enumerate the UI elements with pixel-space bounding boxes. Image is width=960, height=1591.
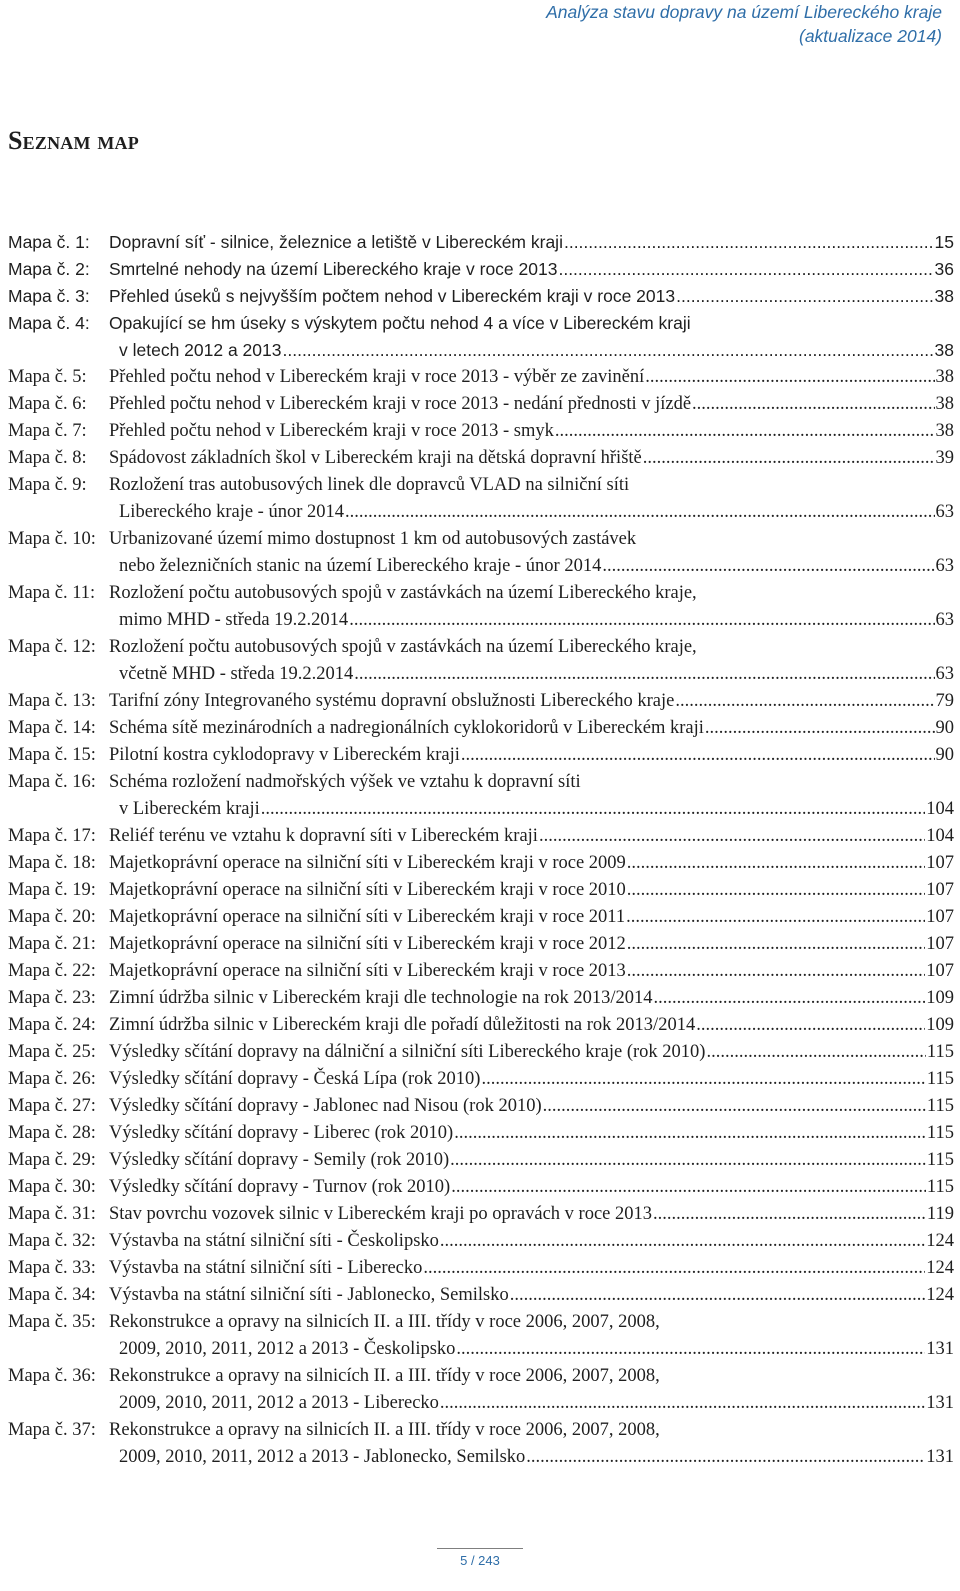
map-page-number: 115: [926, 1177, 954, 1197]
map-list-item[interactable]: [8, 310, 954, 364]
map-list-item[interactable]: [8, 1255, 954, 1282]
map-page-number: 38: [934, 286, 954, 306]
map-list-item[interactable]: [8, 472, 954, 526]
map-page-number: 104: [926, 826, 954, 846]
dot-leader: [423, 1255, 925, 1282]
map-page-number: 90: [935, 745, 954, 765]
dot-leader: [558, 256, 933, 283]
map-page-number: 115: [926, 1042, 954, 1062]
dot-leader: [627, 931, 925, 958]
map-label: Mapa č. 36:: [8, 1366, 96, 1386]
dot-leader: [440, 1390, 925, 1417]
dot-leader: [705, 715, 935, 742]
dot-leader: [450, 1147, 926, 1174]
map-label: Mapa č. 6:: [8, 394, 87, 414]
dot-leader: [261, 796, 926, 823]
page-number: 5 / 243: [460, 1553, 500, 1568]
map-page-number: 36: [934, 259, 954, 279]
map-title: Majetkoprávní operace na silniční síti v Libereckém kraji v roce 2010: [109, 880, 626, 900]
map-title: nebo železničních stanic na území Libereckého kraje - únor 2014: [119, 556, 602, 576]
map-list-item[interactable]: [8, 715, 954, 742]
map-label: Mapa č. 8:: [8, 448, 87, 468]
map-list-item[interactable]: [8, 688, 954, 715]
map-list-item[interactable]: [8, 1228, 954, 1255]
map-list-item[interactable]: [8, 742, 954, 769]
map-page-number: 38: [935, 367, 954, 387]
map-page-number: 109: [926, 988, 954, 1008]
dot-leader: [349, 607, 934, 634]
map-list-item[interactable]: [8, 1363, 954, 1417]
map-page-number: 15: [934, 232, 954, 252]
dot-leader: [675, 688, 934, 715]
map-list-item[interactable]: [8, 229, 954, 256]
map-list-item[interactable]: [8, 445, 954, 472]
dot-leader: [696, 1012, 925, 1039]
running-header: [342, 0, 942, 48]
map-label: Mapa č. 3:: [8, 286, 90, 306]
map-title: Majetkoprávní operace na silniční síti v Libereckém kraji v roce 2013: [109, 961, 626, 981]
map-page-number: 131: [926, 1339, 954, 1359]
map-label: Mapa č. 13:: [8, 691, 96, 711]
dot-leader: [602, 553, 934, 580]
map-label: Mapa č. 33:: [8, 1258, 96, 1278]
footer-divider: [437, 1548, 523, 1549]
map-title: Výsledky sčítání dopravy - Česká Lípa (rok 2010): [109, 1069, 481, 1089]
dot-leader: [626, 904, 925, 931]
map-title: Výsledky sčítání dopravy - Jablonec nad Nisou (rok 2010): [109, 1096, 542, 1116]
map-page-number: 109: [926, 1015, 954, 1035]
dot-leader: [706, 1039, 925, 1066]
map-title: mimo MHD - středa 19.2.2014: [119, 610, 349, 630]
map-title: Přehled počtu nehod v Libereckém kraji v roce 2013 - nedání přednosti v jízdě: [109, 394, 692, 414]
map-label: Mapa č. 37:: [8, 1420, 96, 1440]
map-list-item[interactable]: [8, 850, 954, 877]
map-title: v Libereckém kraji: [119, 799, 260, 819]
map-list-item[interactable]: [8, 1120, 954, 1147]
map-label: Mapa č. 22:: [8, 961, 96, 981]
map-list-item[interactable]: [8, 1012, 954, 1039]
map-list-item[interactable]: [8, 634, 954, 688]
dot-leader: [539, 823, 925, 850]
map-list-item[interactable]: [8, 391, 954, 418]
dot-leader: [627, 877, 925, 904]
map-list-item[interactable]: [8, 1309, 954, 1363]
map-label: Mapa č. 7:: [8, 421, 87, 441]
dot-leader: [643, 445, 935, 472]
dot-leader: [676, 283, 933, 310]
map-list-item[interactable]: [8, 877, 954, 904]
map-title: 2009, 2010, 2011, 2012 a 2013 - Českolipsko: [119, 1339, 456, 1359]
map-label: Mapa č. 19:: [8, 880, 96, 900]
map-title: včetně MHD - středa 19.2.2014: [119, 664, 354, 684]
header-title: Analýza stavu dopravy na území Libereckého kraje: [546, 2, 942, 22]
map-list-item[interactable]: [8, 1201, 954, 1228]
map-page-number: 131: [926, 1447, 954, 1467]
map-label: Mapa č. 27:: [8, 1096, 96, 1116]
map-page-number: 39: [935, 448, 954, 468]
map-list-item[interactable]: [8, 580, 954, 634]
map-title: 2009, 2010, 2011, 2012 a 2013 - Liberecko: [119, 1393, 439, 1413]
map-page-number: 124: [926, 1285, 954, 1305]
map-title: Výsledky sčítání dopravy - Turnov (rok 2010): [109, 1177, 451, 1197]
map-title: Přehled úseků s nejvyšším počtem nehod v Libereckém kraji v roce 2013: [109, 286, 676, 306]
map-list-item[interactable]: [8, 769, 954, 823]
map-title: Dopravní síť - silnice, železnice a letiště v Libereckém kraji: [109, 232, 563, 252]
map-list-item[interactable]: [8, 1093, 954, 1120]
map-list-item[interactable]: [8, 985, 954, 1012]
map-title: Opakující se hm úseky s výskytem počtu nehod 4 a více v Libereckém kraji: [109, 313, 691, 333]
map-label: Mapa č. 35:: [8, 1312, 96, 1332]
map-title: Majetkoprávní operace na silniční síti v Libereckém kraji v roce 2011: [109, 907, 626, 927]
dot-leader: [526, 1444, 925, 1471]
map-title: Výsledky sčítání dopravy na dálniční a silniční síti Libereckého kraje (rok 2010): [109, 1042, 706, 1062]
map-list-item[interactable]: [8, 1147, 954, 1174]
map-page-number: 90: [935, 718, 954, 738]
map-title: Rozložení počtu autobusových spojů v zastávkách na území Libereckého kraje,: [109, 583, 697, 603]
dot-leader: [454, 1120, 926, 1147]
map-list-item[interactable]: [8, 958, 954, 985]
map-label: Mapa č. 25:: [8, 1042, 96, 1062]
dot-leader: [645, 364, 934, 391]
map-title: Rekonstrukce a opravy na silnicích II. a III. třídy v roce 2006, 2007, 2008,: [109, 1312, 660, 1332]
dot-leader: [440, 1228, 925, 1255]
map-label: Mapa č. 31:: [8, 1204, 96, 1224]
map-page-number: 119: [926, 1204, 954, 1224]
dot-leader: [456, 1336, 925, 1363]
map-list-item[interactable]: [8, 256, 954, 283]
map-page-number: 107: [926, 853, 954, 873]
map-page-number: 79: [935, 691, 954, 711]
map-page-number: 107: [926, 934, 954, 954]
dot-leader: [543, 1093, 926, 1120]
dot-leader: [461, 742, 935, 769]
map-page-number: 131: [926, 1393, 954, 1413]
map-page-number: 38: [934, 340, 954, 360]
map-title: Smrtelné nehody na území Libereckého kraje v roce 2013: [109, 259, 558, 279]
dot-leader: [451, 1174, 926, 1201]
map-label: Mapa č. 12:: [8, 637, 96, 657]
map-title: Spádovost základních škol v Libereckém kraji na dětská dopravní hřiště: [109, 448, 642, 468]
map-label: Mapa č. 34:: [8, 1285, 96, 1305]
map-title: Výstavba na státní silniční síti - Českolipsko: [109, 1231, 439, 1251]
map-page-number: 124: [926, 1258, 954, 1278]
map-label: Mapa č. 23:: [8, 988, 96, 1008]
map-page-number: 124: [926, 1231, 954, 1251]
map-title: Výstavba na státní silniční síti - Liberecko: [109, 1258, 423, 1278]
dot-leader: [283, 337, 934, 364]
map-label: Mapa č. 5:: [8, 367, 87, 387]
map-title: Výsledky sčítání dopravy - Liberec (rok 2010): [109, 1123, 454, 1143]
map-page-number: 63: [935, 610, 954, 630]
map-list-item[interactable]: [8, 931, 954, 958]
map-label: Mapa č. 10:: [8, 529, 96, 549]
map-label: Mapa č. 17:: [8, 826, 96, 846]
map-label: Mapa č. 30:: [8, 1177, 96, 1197]
map-title: v letech 2012 a 2013: [119, 340, 282, 360]
dot-leader: [481, 1066, 925, 1093]
map-label: Mapa č. 21:: [8, 934, 96, 954]
map-label: Mapa č. 29:: [8, 1150, 96, 1170]
map-label: Mapa č. 2:: [8, 259, 90, 279]
dot-leader: [627, 958, 925, 985]
map-title: Pilotní kostra cyklodopravy v Libereckém kraji: [109, 745, 460, 765]
map-label: Mapa č. 15:: [8, 745, 96, 765]
map-label: Mapa č. 28:: [8, 1123, 96, 1143]
map-list-item[interactable]: [8, 364, 954, 391]
map-page-number: 107: [926, 907, 954, 927]
map-title: Schéma sítě mezinárodních a nadregionálních cyklokoridorů v Libereckém kraji: [109, 718, 704, 738]
map-page-number: 115: [926, 1123, 954, 1143]
map-title: Rekonstrukce a opravy na silnicích II. a III. třídy v roce 2006, 2007, 2008,: [109, 1366, 660, 1386]
map-list-item[interactable]: [8, 283, 954, 310]
dot-leader: [345, 499, 935, 526]
page-title: Seznam map: [8, 126, 139, 155]
header-subtitle: (aktualizace 2014): [799, 26, 942, 46]
dot-leader: [510, 1282, 925, 1309]
map-title: Reliéf terénu ve vztahu k dopravní síti v Libereckém kraji: [109, 826, 538, 846]
map-label: Mapa č. 14:: [8, 718, 96, 738]
map-label: Mapa č. 1:: [8, 232, 90, 252]
map-page-number: 115: [926, 1150, 954, 1170]
dot-leader: [564, 229, 934, 256]
dot-leader: [627, 850, 925, 877]
map-title: Schéma rozložení nadmořských výšek ve vztahu k dopravní síti: [109, 772, 581, 792]
map-label: Mapa č. 4:: [8, 313, 90, 333]
map-title: Zimní údržba silnic v Libereckém kraji dle technologie na rok 2013/2014: [109, 988, 653, 1008]
map-title: Libereckého kraje - únor 2014: [119, 502, 344, 522]
map-title: Výsledky sčítání dopravy - Semily (rok 2010): [109, 1150, 450, 1170]
dot-leader: [692, 391, 934, 418]
map-title: Stav povrchu vozovek silnic v Libereckém kraji po opravách v roce 2013: [109, 1204, 653, 1224]
map-title: Urbanizované území mimo dostupnost 1 km od autobusových zastávek: [109, 529, 637, 549]
map-page-number: 107: [926, 880, 954, 900]
map-title: Majetkoprávní operace na silniční síti v Libereckém kraji v roce 2012: [109, 934, 626, 954]
map-page-number: 115: [926, 1069, 954, 1089]
map-page-number: 63: [935, 664, 954, 684]
map-title: Rozložení tras autobusových linek dle dopravců VLAD na silniční síti: [109, 475, 630, 495]
map-list-item[interactable]: [8, 418, 954, 445]
map-title: Rekonstrukce a opravy na silnicích II. a III. třídy v roce 2006, 2007, 2008,: [109, 1420, 660, 1440]
map-title: Tarifní zóny Integrovaného systému dopravní obslužnosti Libereckého kraje: [109, 691, 675, 711]
map-list-item[interactable]: [8, 526, 954, 580]
map-page-number: 104: [926, 799, 954, 819]
dot-leader: [653, 1201, 926, 1228]
map-title: Přehled počtu nehod v Libereckém kraji v roce 2013 - smyk: [109, 421, 554, 441]
map-label: Mapa č. 20:: [8, 907, 96, 927]
map-label: Mapa č. 32:: [8, 1231, 96, 1251]
map-list-item[interactable]: [8, 904, 954, 931]
dot-leader: [354, 661, 934, 688]
map-page-number: 63: [935, 556, 954, 576]
map-label: Mapa č. 26:: [8, 1069, 96, 1089]
map-list-item[interactable]: [8, 823, 954, 850]
map-title: Přehled počtu nehod v Libereckém kraji v roce 2013 - výběr ze zavinění: [109, 367, 645, 387]
map-label: Mapa č. 18:: [8, 853, 96, 873]
map-page-number: 107: [926, 961, 954, 981]
map-page-number: 63: [935, 502, 954, 522]
dot-leader: [555, 418, 935, 445]
map-title: Rozložení počtu autobusových spojů v zastávkách na území Libereckého kraje,: [109, 637, 697, 657]
map-label: Mapa č. 9:: [8, 475, 87, 495]
map-label: Mapa č. 11:: [8, 583, 96, 603]
map-page-number: 38: [935, 394, 954, 414]
map-list-item[interactable]: [8, 1066, 954, 1093]
map-list-item[interactable]: [8, 1174, 954, 1201]
map-title: 2009, 2010, 2011, 2012 a 2013 - Jablonecko, Semilsko: [119, 1447, 526, 1467]
dot-leader: [654, 985, 926, 1012]
map-list-item[interactable]: [8, 1417, 954, 1471]
map-list-item[interactable]: [8, 1039, 954, 1066]
map-page-number: 38: [935, 421, 954, 441]
map-title: Zimní údržba silnic v Libereckém kraji dle pořadí důležitosti na rok 2013/2014: [109, 1015, 696, 1035]
map-label: Mapa č. 24:: [8, 1015, 96, 1035]
map-page-number: 115: [926, 1096, 954, 1116]
map-title: Výstavba na státní silniční síti - Jablonecko, Semilsko: [109, 1285, 509, 1305]
map-list: [8, 229, 954, 1471]
map-label: Mapa č. 16:: [8, 772, 96, 792]
map-title: Majetkoprávní operace na silniční síti v Libereckém kraji v roce 2009: [109, 853, 626, 873]
map-list-item[interactable]: [8, 1282, 954, 1309]
